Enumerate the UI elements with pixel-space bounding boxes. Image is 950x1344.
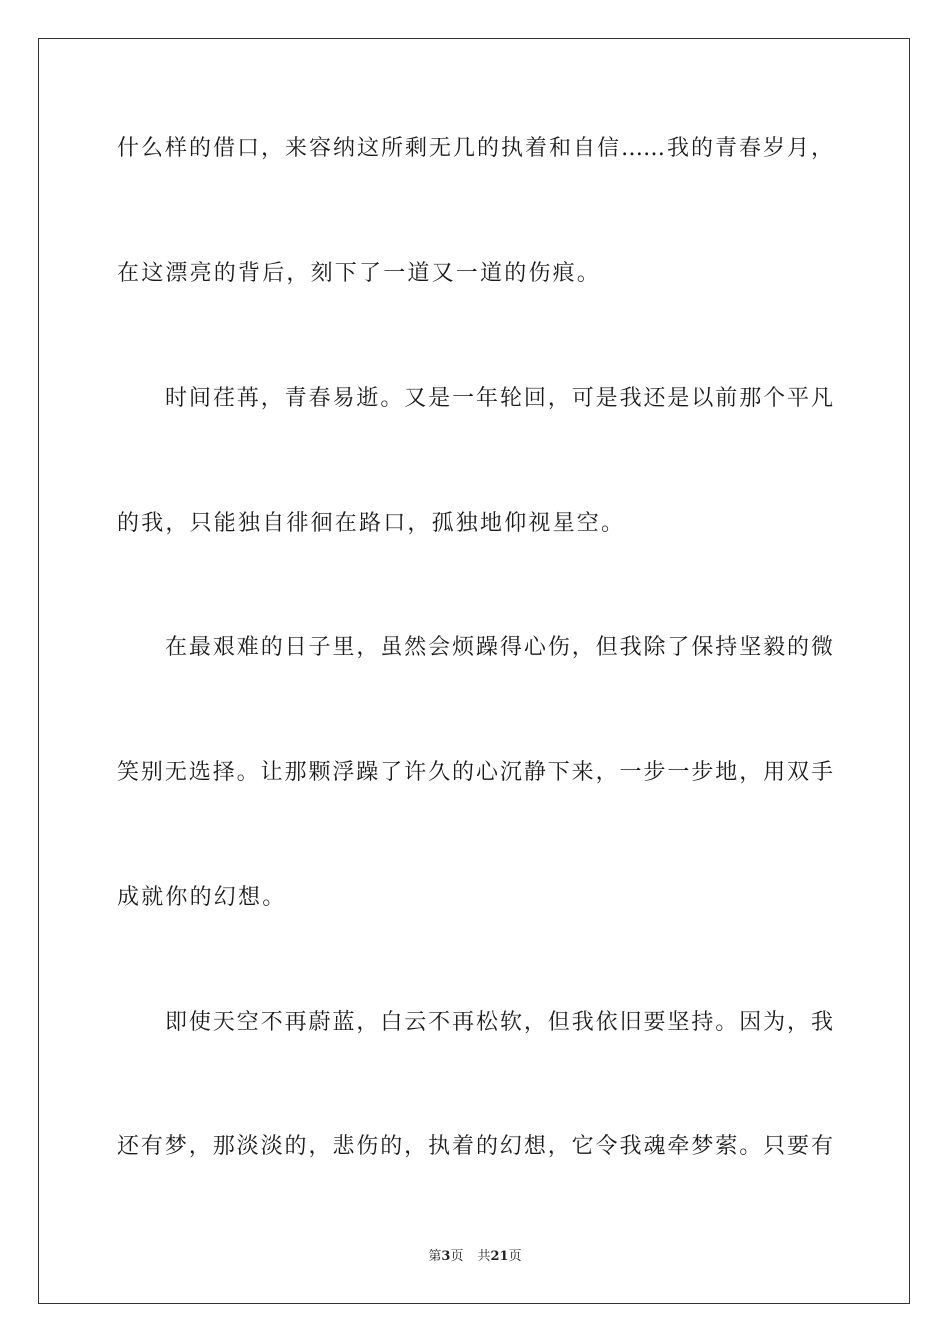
total-prefix: 共 [477, 1249, 491, 1264]
page-suffix: 页 [450, 1249, 464, 1264]
page-number: 3 [441, 1249, 451, 1264]
page-border [38, 38, 910, 1304]
text-line-3-paragraph-start: 时间荏苒，青春易逝。又是一年轮回，可是我还是以前那个平凡 [165, 386, 833, 411]
text-line-4: 的我，只能独自徘徊在路口，孤独地仰视星空。 [117, 511, 626, 536]
text-line-9: 还有梦，那淡淡的，悲伤的，执着的幻想，它令我魂牵梦萦。只要有 [117, 1134, 833, 1159]
text-line-8-paragraph-start: 即使天空不再蔚蓝，白云不再松软，但我依旧要坚持。因为，我 [165, 1010, 833, 1035]
total-pages: 21 [490, 1249, 509, 1264]
total-suffix: 页 [508, 1249, 522, 1264]
text-line-2: 在这漂亮的背后，刻下了一道又一道的伤痕。 [117, 261, 602, 286]
text-line-5-paragraph-start: 在最艰难的日子里，虽然会烦躁得心伤，但我除了保持坚毅的微 [165, 635, 833, 660]
text-line-6: 笑别无选择。让那颗浮躁了许久的心沉静下来，一步一步地，用双手 [117, 760, 833, 785]
page-prefix: 第 [428, 1249, 442, 1264]
text-line-7: 成就你的幻想。 [117, 885, 287, 910]
page-footer [0, 1248, 950, 1266]
text-line-1: 什么样的借口，来容纳这所剩无几的执着和自信……我的青春岁月， [117, 136, 833, 161]
